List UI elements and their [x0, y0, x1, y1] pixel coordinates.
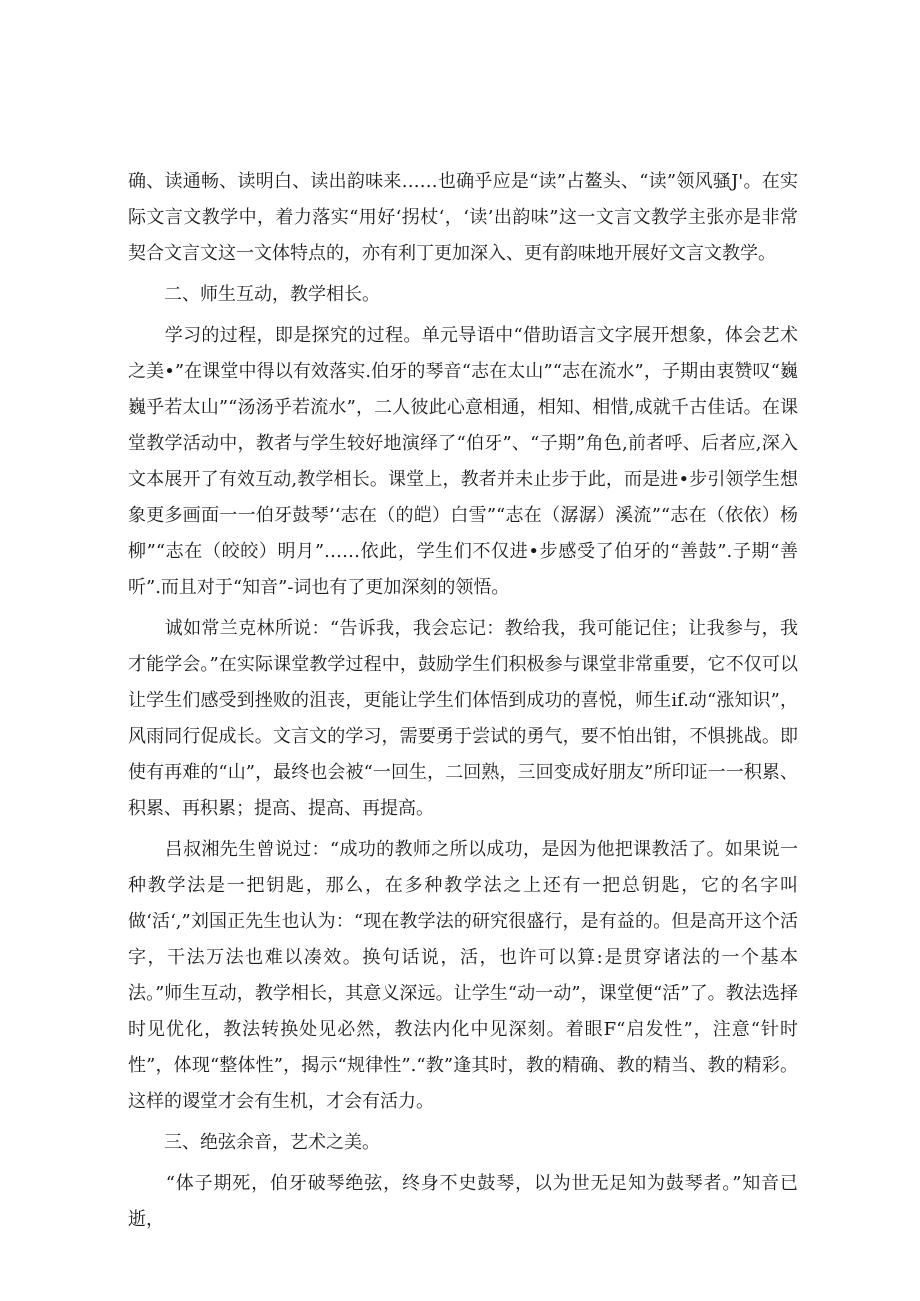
paragraph-section2-1: 学习的过程，即是探究的过程。单元导语中“借助语言文字展开想象，体会艺术之美•”在课堂中得以有效落实.伯牙的琴音“志在太山”“志在流水”，子期由衷赞叹“巍巍乎若太山”“汤汤乎若流水”，二人彼此心意相通，相知、相惜,成就千古佳话。在课堂教学活动中，教者与学生较好地演绎了“伯牙”、“子期”角色,前者呼、后者应,深入文本展开了有效互动,教学相长。课堂上，教者并未止步于此，而是进•步引领学生想象更多画面一一伯牙鼓琴’‘志在（的皑）白雪”“志在（潺潺）溪流”“志在（依依）杨柳”“志在（皎皎）明月”……依此，学生们不仅进•步感受了伯牙的“善鼓”.子期“善听”.而且对于“知音”-词也有了更加深刻的领悟。	[128, 325, 798, 598]
document-body	[128, 164, 798, 1238]
paragraph-section2-2: 诚如常兰克林所说：“告诉我，我会忘记：教给我，我可能记住；让我参与，我才能学会。”在实际课堂教学过程中，鼓励学生们积极参与课堂非常重要，它不仅可以让学生们感受到挫败的沮丧，更能让学生们体悟到成功的喜悦，师生if.动“涨知识”，风雨同行促成长。文言文的学习，需要勇于尝试的勇气，要不怕出钳，不惧挑战。即使有再难的“山”，最终也会被“一回生，二回熟，三回变成好朋友”所印证一一积累、积累、再积累；提高、提高、再提高。	[128, 618, 798, 819]
section-heading-3: 三、绝弦余音，艺术之美。	[164, 1132, 380, 1153]
paragraph-section3-1: “体子期死，伯牙破琴绝弦，终身不史鼓琴，以为世无足知为鼓琴者。”知音已逝，	[128, 1173, 798, 1230]
paragraph-intro: 确、读通畅、读明白、读出韵味来……也确乎应是“读”占鳌头、“读”领风骚J'。在实际文言文教学中，着力落实“用好‘拐杖‘，‘读’出韵味”这一文言文教学主张亦是非常契合文言文这一文体特点的，亦有利丁更加深入、更有韵味地开展好文言文教学。	[128, 171, 798, 264]
section-heading-2: 二、师生互动，教学相长。	[164, 284, 380, 305]
paragraph-section2-3: 吕叔湘先生曾说过：“成功的教师之所以成功，是因为他把课教活了。如果说一种教学法是一把钥匙，那么，在多种教学法之上还有一把总钥匙，它的名字叫做‘活‘,”刘国正先生也认为：“现在教学法的研究很盛行，是有益的。但是高开这个活字，干法万法也难以凑效。换句话说，活，也许可以算:是贯穿诸法的一个基本法。”师生互动，教学相长，其意义深远。让学生“动一动”，课堂便“活”了。教法选择时见优化，教法转换处见必然，教法内化中见深刻。着眼F“启发性”，注意“针时性”，体现“整体性”，揭示“规律性”.“教”逢其时，教的精确、教的精当、教的精彩。这样的谡堂才会有生机，才会有活力。	[128, 839, 798, 1112]
